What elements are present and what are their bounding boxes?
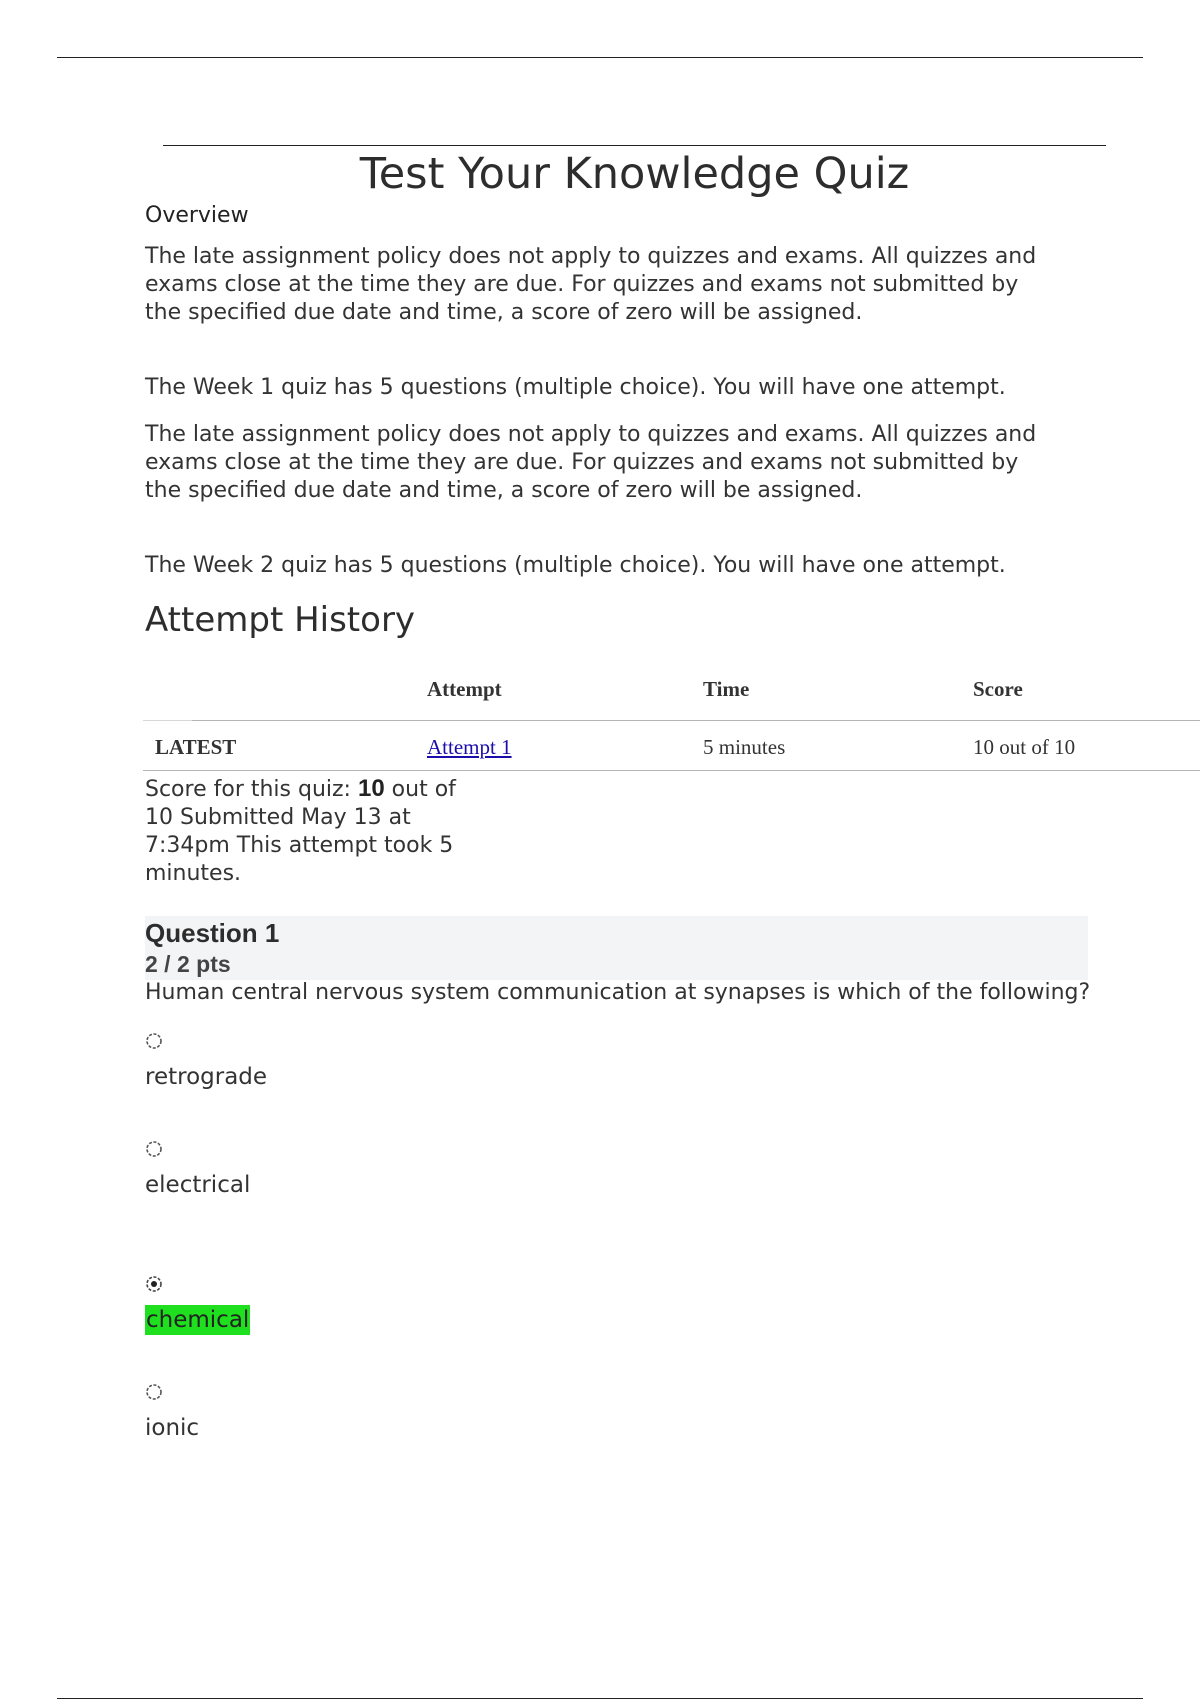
table-header-divider [192, 720, 1200, 721]
table-header-row [143, 668, 1200, 722]
score-prefix: Score for this quiz: [145, 777, 358, 802]
table-row-divider [143, 770, 1200, 771]
table-row [143, 722, 1200, 774]
overview-paragraph: The late assignment policy does not apply to quizzes and exams. All quizzes and exams close at the time they are due. For quizzes and exams not submitted by the specified due date and time, a score of zero will be assigned. [145, 244, 1037, 325]
title-rule [163, 145, 1106, 146]
radio-unselected-icon[interactable] [145, 1140, 163, 1158]
page-bottom-rule [57, 1698, 1143, 1699]
overview-paragraph: The Week 2 quiz has 5 questions (multiple choice). You will have one attempt. [145, 553, 1006, 578]
column-header-attempt: Attempt [427, 677, 502, 701]
radio-unselected-icon[interactable] [145, 1032, 163, 1050]
question-text: Human central nervous system communication at synapses is which of the following? [145, 980, 1091, 1005]
answer-label: retrograde [145, 1064, 268, 1090]
latest-label: LATEST [155, 735, 237, 759]
attempt-score: 10 out of 10 [973, 735, 1076, 759]
score-suffix: out of 10 Submitted May 13 at 7:34pm This attempt took 5 minutes. [145, 777, 456, 886]
answer-label: electrical [145, 1172, 251, 1198]
score-summary [145, 775, 475, 888]
overview-heading: Overview [145, 203, 249, 228]
column-header-score: Score [973, 677, 1023, 701]
overview-paragraph: The Week 1 quiz has 5 questions (multiple choice). You will have one attempt. [145, 375, 1006, 400]
answer-label: ionic [145, 1415, 200, 1441]
question-header [145, 916, 1088, 980]
attempt-history-table [143, 668, 1200, 774]
attempt-history-heading: Attempt History [145, 600, 416, 640]
answer-label-correct: chemical [146, 1307, 250, 1333]
score-value: 10 [357, 775, 385, 802]
attempt-1-link[interactable]: Attempt 1 [427, 735, 512, 759]
page-title: Test Your Knowledge Quiz [359, 149, 910, 199]
page-top-rule [57, 57, 1143, 58]
column-header-time: Time [703, 677, 750, 701]
table-header-divider [143, 720, 193, 721]
radio-selected-icon[interactable] [145, 1275, 163, 1293]
overview-paragraph: The late assignment policy does not apply to quizzes and exams. All quizzes and exams close at the time they are due. For quizzes and exams not submitted by the specified due date and time, a score of zero will be assigned. [145, 422, 1037, 503]
question-points: 2 / 2 pts [145, 951, 231, 977]
attempt-time: 5 minutes [703, 735, 786, 759]
question-title: Question 1 [145, 918, 280, 948]
radio-unselected-icon[interactable] [145, 1383, 163, 1401]
